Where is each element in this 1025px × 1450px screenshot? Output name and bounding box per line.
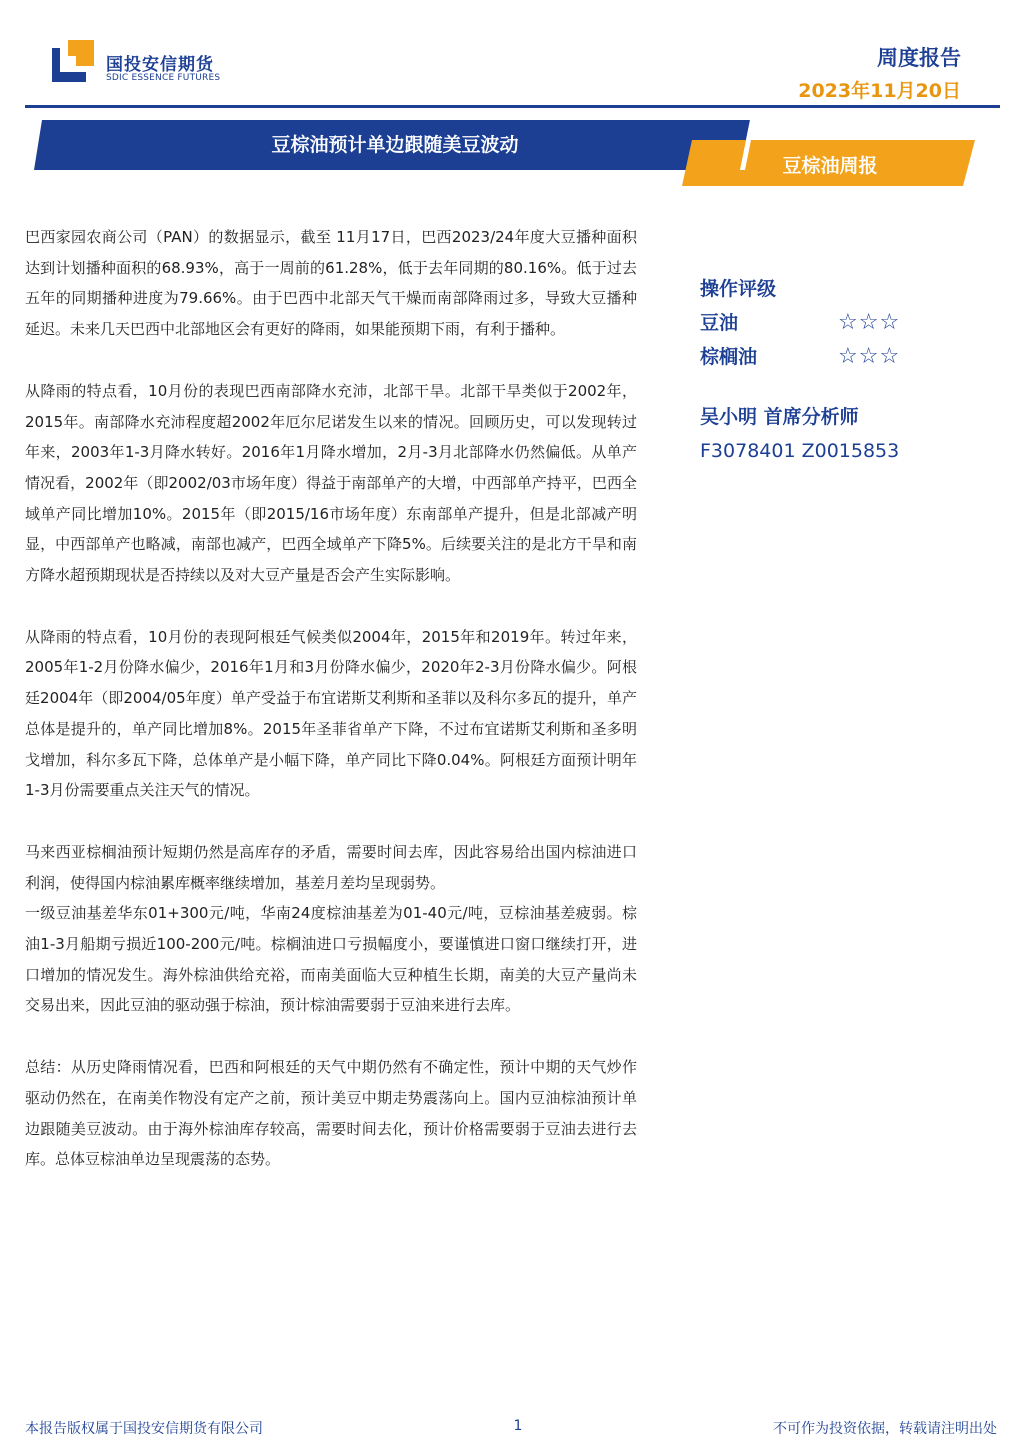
report-tag: 豆棕油周报 [782, 155, 878, 177]
analyst-license: F3078401 Z0015853 [700, 440, 900, 462]
paragraph-brazil-rainfall: 从降雨的特点看，10月份的表现巴西南部降水充沛，北部干旱。北部干旱类似于2002年，2015年。南部降水充沛程度超2002年厄尔尼诺发生以来的情况。回顾历史，可以发现转过年来，2003年1-3月降水转好。2016年1月降水增加，2月-3月北部降水仍然偏低。从单产情况看，2002年（即2002/03市场年度）得益于南部单产的大增，中西部单产持平，巴西全域单产同比增加10%。2015年（即2015/16市场年度）东南部单产提升，但是北部减产明显，中西部单产也略减，南部也减产，巴西全域单产下降5%。后续要关注的是北方干旱和南方降水超预期现状是否持续以及对大豆产量是否会产生实际影响。 [25, 381, 637, 585]
rating-label: 豆油 [700, 312, 739, 334]
company-logo [52, 40, 242, 90]
paragraph-summary: 总结：从历史降雨情况看，巴西和阿根廷的天气中期仍然有不确定性，预计中期的天气炒作驱动仍然在，在南美作物没有定产之前，预计美豆中期走势震荡向上。国内豆油棕油预计单边跟随美豆波动。由于海外棕油库存较高，需要时间去化，预计价格需要弱于豆油去进行去库。总体豆棕油单边呈现震荡的态势。 [25, 1058, 637, 1169]
report-type: 周度报告 [877, 46, 961, 70]
paragraph-argentina-rainfall: 从降雨的特点看，10月份的表现阿根廷气候类似2004年，2015年和2019年。转过年来，2005年1-2月份降水偏少，2016年1月和3月份降水偏少，2020年2-3月份降水偏少。阿根廷2004年（即2004/05年度）单产受益于布宜诺斯艾利斯和圣菲以及科尔多瓦的提升，单产总体是提升的，单产同比增加8%。2015年圣菲省单产下降，不过布宜诺斯艾利斯和圣多明戈增加，科尔多瓦下降，总体单产是小幅下降，单产同比下降0.04%。阿根廷方面预计明年1-3月份需要重点关注天气的情况。 [25, 627, 637, 800]
logo-mark-icon [52, 40, 98, 86]
report-body [25, 222, 637, 1206]
paragraph-basis: 一级豆油基差华东01+300元/吨，华南24度棕油基差为01-40元/吨，豆棕油基差疲弱。棕油1-3月船期亏损近100-200元/吨。棕榈油进口亏损幅度小，要谨慎进口窗口继续打开，进口增加的情况发生。海外棕油供给充裕，而南美面临大豆种植生长期，南美的大豆产量尚未交易出来，因此豆油的驱动强于棕油，预计棕油需要弱于豆油来进行去库。 [25, 904, 637, 1015]
star-rating-icon: ☆☆☆ [838, 344, 901, 369]
header-divider [25, 105, 1000, 108]
rating-row-palm-oil [700, 340, 930, 374]
logo-english-name: SDIC ESSENCE FUTURES [106, 73, 221, 83]
rating-row-soybean-oil [700, 306, 930, 340]
star-rating-icon: ☆☆☆ [838, 310, 901, 335]
analyst-name: 吴小明 首席分析师 [700, 406, 859, 428]
report-title: 豆棕油预计单边跟随美豆波动 [271, 134, 519, 156]
logo-chinese-name: 国投安信期货 [106, 55, 214, 75]
sidebar [700, 272, 930, 468]
paragraph-malaysia-palm: 马来西亚棕榈油预计短期仍然是高库存的矛盾，需要时间去库，因此容易给出国内棕油进口利润，使得国内棕油累库概率继续增加，基差月差均呈现弱势。 [25, 842, 637, 892]
paragraph-brazil-planting: 巴西家园农商公司（PAN）的数据显示，截至 11月17日，巴西2023/24年度大豆播种面积达到计划播种面积的68.93%，高于一周前的61.28%，低于去年同期的80.16%。低于过去五年的同期播种进度为79.66%。由于巴西中北部天气干燥而南部降雨过多，导致大豆播种延迟。未来几天巴西中北部地区会有更好的降雨，如果能预期下雨，有利于播种。 [25, 228, 637, 339]
report-date: 2023年11月20日 [798, 80, 961, 102]
page-number: 1 [513, 1418, 523, 1434]
footer-copyright: 本报告版权属于国投安信期货有限公司 [25, 1421, 263, 1437]
footer-disclaimer: 不可作为投资依据，转载请注明出处 [773, 1421, 997, 1437]
rating-label: 棕榈油 [700, 346, 758, 368]
rating-heading: 操作评级 [700, 278, 777, 300]
